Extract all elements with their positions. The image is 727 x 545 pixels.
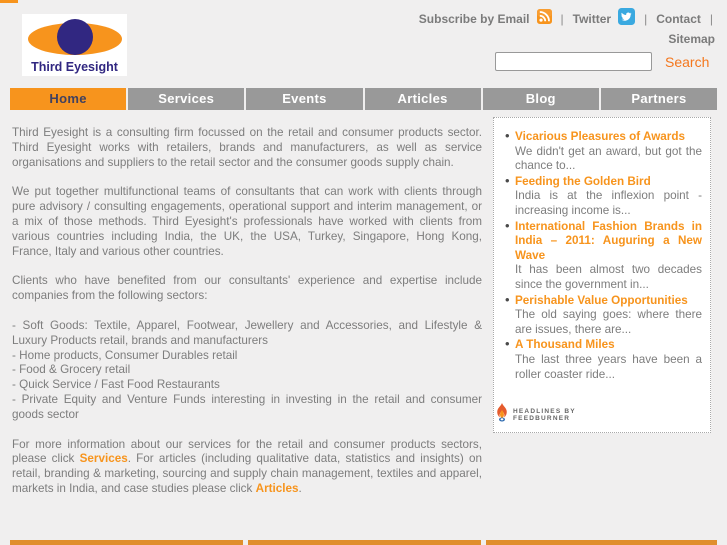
logo-text: Third Eyesight [31, 60, 118, 74]
eye-pupil [57, 19, 93, 55]
headline-snippet: We didn't get an award, but got the chance to... [515, 144, 702, 173]
headline-item [515, 294, 702, 338]
header-links-row-1 [419, 8, 715, 30]
headlines-sidebar [493, 117, 711, 433]
top-left-accent-bar [0, 0, 18, 3]
clients-paragraph: Clients who have benefited from our consultants' experience and expertise include companies from the following sectors: [12, 274, 482, 303]
site-logo[interactable] [22, 14, 127, 76]
header-links [419, 8, 715, 48]
rss-icon[interactable] [537, 9, 552, 29]
headline-title[interactable]: • A Thousand Miles [515, 338, 615, 352]
sector-item: - Quick Service / Fast Food Restaurants [12, 378, 220, 392]
sitemap-link[interactable]: Sitemap [668, 32, 715, 46]
headline-title[interactable]: • Perishable Value Opportunities [515, 293, 688, 307]
footer-column [10, 540, 243, 545]
more-info-text: . [298, 481, 302, 495]
nav-tab-home[interactable]: Home [10, 88, 126, 110]
headline-snippet: India is at the inflexion point - increasing income is... [515, 189, 702, 217]
main-navigation [10, 88, 717, 110]
more-info-paragraph [12, 438, 482, 497]
search-input[interactable] [495, 52, 652, 71]
nav-tab-articles[interactable]: Articles [365, 88, 481, 110]
header-links-row-2 [419, 30, 715, 48]
headline-item [515, 338, 702, 382]
footer-column [486, 540, 717, 545]
search-button[interactable]: Search [665, 53, 710, 70]
main-content [12, 126, 482, 512]
feedburner-credit[interactable] [495, 403, 576, 427]
articles-link[interactable]: Articles [255, 481, 299, 495]
nav-tab-partners[interactable]: Partners [601, 88, 717, 110]
more-info-text: . For articles (including qualitative data, statistics and insights) on retail, branding & marketing, sourcing and supply chain management, textiles and apparel, markets in India, and case studies please click [12, 452, 482, 495]
headline-title[interactable]: • International Fashion Brands in India – 2011: Auguring a New Wave [515, 219, 702, 262]
subscribe-by-email-link[interactable]: Subscribe by Email [418, 12, 530, 26]
contact-link[interactable]: Contact [656, 12, 701, 26]
twitter-icon[interactable] [618, 8, 635, 30]
headline-snippet: The old saying goes: where there are issues, there are... [515, 308, 702, 336]
search-area [495, 52, 709, 71]
header-separator: | [644, 12, 648, 26]
headlines-list [494, 118, 710, 382]
teams-paragraph: We put together multifunctional teams of consultants that can work with clients through pure advisory / consulting engagements, operational support and interim management, or a mix of those methods. Third Eyesight's professionals have worked with clients from various countries including India, the UK, the USA, Turkey, Singapore, Hong Kong, France, Italy and various other countries. [12, 185, 482, 258]
more-info-text: For more information about our services for the retail and consumer products sectors, please click [12, 437, 482, 466]
headline-title[interactable]: • Feeding the Golden Bird [515, 174, 651, 188]
headline-item [515, 220, 702, 293]
sector-item: - Private Equity and Venture Funds interesting in investing in the retail and consumer goods sector [12, 392, 482, 421]
sectors-list [12, 319, 482, 423]
sector-item: - Food & Grocery retail [12, 363, 131, 377]
feedburner-text: HEADLINES BY FEEDBURNER [513, 407, 576, 422]
nav-tab-services[interactable]: Services [128, 88, 244, 110]
header-separator: | [709, 12, 713, 26]
feedburner-flame-icon [495, 403, 509, 427]
footer-column [248, 540, 481, 545]
headline-item [515, 130, 702, 174]
sector-item: - Soft Goods: Textile, Apparel, Footwear, Jewellery and Accessories, and Lifestyle & Luxury Products retail, brands and manufacturers [12, 318, 482, 347]
header-separator: | [560, 12, 564, 26]
sector-item: - Home products, Consumer Durables retail [12, 348, 238, 362]
nav-tab-blog[interactable]: Blog [483, 88, 599, 110]
headline-snippet: The last three years have been a roller coaster ride... [515, 352, 702, 381]
intro-paragraph: Third Eyesight is a consulting firm focussed on the retail and consumer products sector. Third Eyesight works with retailers, brands and manufacturers, as well as service organisations and suppliers to the retail sector and the consumer goods supply chain. [12, 126, 482, 169]
twitter-link[interactable]: Twitter [572, 12, 612, 26]
nav-tab-events[interactable]: Events [246, 88, 362, 110]
eye-logo-icon [28, 17, 122, 59]
headline-snippet: It has been almost two decades since the government in... [515, 263, 702, 291]
services-link[interactable]: Services [79, 452, 128, 466]
headline-title[interactable]: • Vicarious Pleasures of Awards [515, 130, 685, 143]
headline-item [515, 175, 702, 219]
